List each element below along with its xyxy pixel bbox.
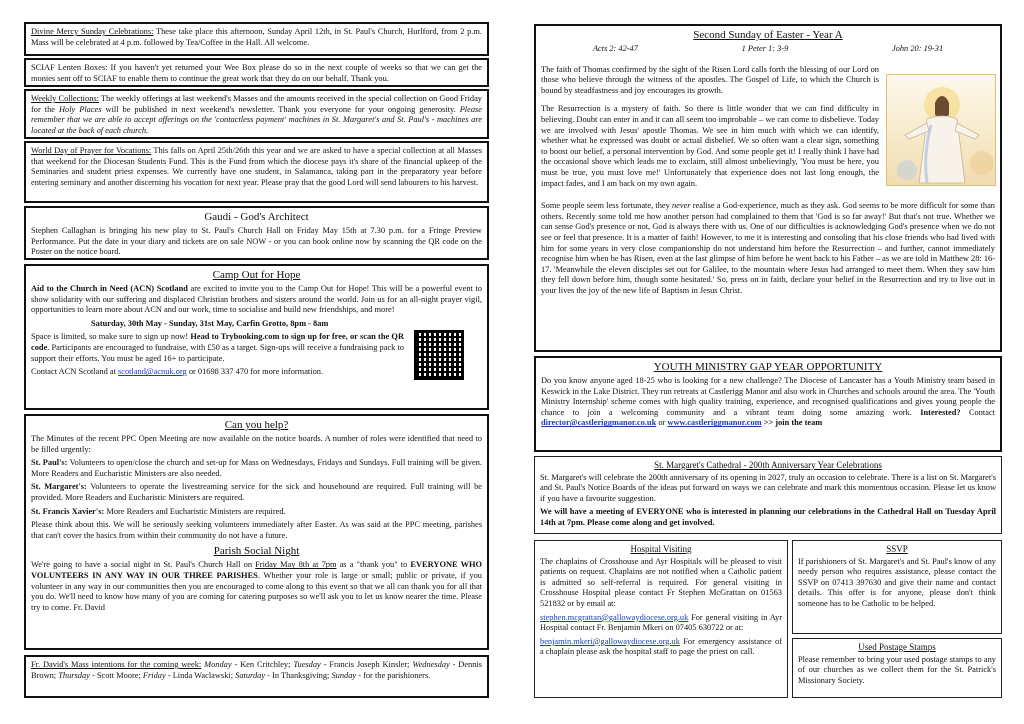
mass-intentions-title: Fr. David's Mass intentions for the coming week: <box>31 660 202 669</box>
sciaf-text: SCIAF Lenten Boxes: If you haven't yet returned your Wee Box please do so in the next couple of weeks so that we can get the monies sent off to SCIAF to enable them to continue the great work that they do on our behalf. Thank you. <box>31 63 482 83</box>
mass-tuesday-label: Tuesday <box>293 660 321 669</box>
hospital-title: Hospital Visiting <box>630 544 692 554</box>
easter-p3-never: never <box>671 201 691 211</box>
social-text1: We're going to have a social night in St. Paul's Church Hall on <box>31 560 256 570</box>
help-pauls-text: Volunteers to open/close the church and set-up for Mass on Wednesdays, Fridays and Sundays. Full training will be given. More Readers and Eucharistic Ministers are also needed. <box>31 458 482 478</box>
youth-email-link[interactable]: director@castleriggmanor.co.uk <box>541 418 657 428</box>
readings-row <box>541 44 995 55</box>
social-night-title: Parish Social Night <box>213 545 300 558</box>
camp-out-space2: . Participants are encouraged to fundraise, with £50 as a target. Sign-ups will receive a fundraising pack to support their efforts. You must be aged 16+ to participate. <box>31 342 404 363</box>
camp-out-acn: Aid to the Church in Need (ACN) Scotland <box>31 284 188 293</box>
camp-out-dates: Saturday, 30th May - Sunday, 31st May, Carfin Grotto, 8pm - 8am <box>91 318 329 328</box>
ssvp-title: SSVP <box>886 544 908 554</box>
divine-mercy-text: These take place this afternoon, Sunday April 12th, in St. Paul's Church, Hurlford, from 2 p.m. Mass will be celebrated at 4 p.m. followed by Tea/Coffee in the Hall. All welcome. <box>31 27 482 47</box>
mass-wednesday: - Dennis Brown; <box>31 660 483 680</box>
can-you-help-intro: The Minutes of the recent PPC Open Meeting are now available on the notice boards. A number of roles were identified that need to be filled urgently: <box>31 434 482 454</box>
divine-mercy-title: Divine Mercy Sunday Celebrations: <box>31 27 154 36</box>
right-page <box>512 0 1024 724</box>
risen-christ-icon <box>887 75 996 186</box>
youth-join: >> join the team <box>761 418 823 428</box>
mass-monday-label: Monday <box>204 660 232 669</box>
youth-ministry-notice <box>534 356 1002 452</box>
camp-out-email-link[interactable]: scotland@acnuk.org <box>118 367 187 377</box>
collections-title: Weekly Collections: <box>31 94 99 103</box>
cathedral-bold: We will have a meeting of EVERYONE who is interested in planning our celebrations in the Cathedral Hall on Tuesday April 14th at 7pm. Please come along and get involved. <box>540 507 996 527</box>
hospital-text2: For general visiting in Ayr Hospital contact Fr. Benjamin Mkeri on 07405 630722 or at: <box>540 612 782 633</box>
youth-interested: Interested? <box>920 407 961 417</box>
easter-p1: The faith of Thomas confirmed by the sight of the Risen Lord calls forth the blessing of our Lord on those who believe through the witness of the apostles. The Gospel of Life, to which the Church is bound by steadfastness and joy encourages its growth. <box>541 64 879 95</box>
collections-italic-note: Please remember that we are able to accept offerings on the 'contactless payment' machines in St. Margaret's and St. Paul's - machines are located at the back of each church. <box>31 104 483 135</box>
mass-sunday: - for the parishioners. <box>356 670 431 680</box>
social-text3: . Whether your role is large or small; public or private, if you volunteer in any way in our communities then you are encouraged to come along to this event so that we all can thank you for all that you do. We'll need to know how many of you are coming for catering purposes so we'll ask you to let us know nearer the time. Please try to come. Fr. David <box>31 570 482 612</box>
weekly-collections-notice <box>24 89 489 139</box>
risen-christ-image <box>886 74 996 186</box>
reading-peter: 1 Peter 1: 3-9 <box>741 44 789 53</box>
social-text2: as a "thank you" to <box>336 560 411 570</box>
mass-sunday-label: Sunday <box>331 670 357 680</box>
divine-mercy-notice <box>24 22 489 56</box>
sciaf-notice <box>24 58 489 87</box>
help-xaviers-text: More Readers and Eucharistic Ministers are required. <box>104 506 286 516</box>
hospital-text3: For emergency assistance of a chaplain please ask the hospital staff to page the priest on call. <box>540 636 782 657</box>
qr-code-icon[interactable] <box>414 330 464 380</box>
reading-acts: Acts 2: 42-47 <box>592 44 638 53</box>
camp-out-notice <box>24 264 489 410</box>
easter-reflection <box>534 24 1002 352</box>
camp-out-space-bold: Head to Trybooking.com to sign up for free, or scan the QR code <box>31 332 404 352</box>
mass-wednesday-label: Wednesday <box>412 660 450 669</box>
cathedral-title: St. Margaret's Cathedral - 200th Anniversary Year Celebrations <box>654 460 882 470</box>
mass-tuesday: - Francis Joseph Kinsler; <box>320 660 413 669</box>
cathedral-text: St. Margaret's will celebrate the 200th anniversary of its opening in 2027, truly an occasion to celebrate. There is a list on St. Margaret's and St. Paul's Notice Boards of the ideas put forward on ways we can celebrate and mark this momentous occasion. Please let us know if you have a favourite suggestion. <box>540 472 996 503</box>
camp-out-contact2: or 01698 337 470 for more information. <box>186 367 324 377</box>
mass-saturday-label: Saturday <box>235 670 266 680</box>
youth-contact: Contact <box>960 407 995 417</box>
youth-text: Do you know anyone aged 18-25 who is looking for a new challenge? The Diocese of Lancaster has a Youth Ministry team based in Keswick in the Lake District. They run retreats at Castlerigg Manor and also work in Churches and schools around the area. The 'Youth Ministry Internship' scheme comes with high quality training, experience, and recognised qualifications and gives young people the chance to join a welcoming community and a vibrant team doing some amazing work. <box>541 376 995 417</box>
hospital-text1: The chaplains of Crosshouse and Ayr Hospitals will be pleased to visit patients on request. Chaplains are not notified when a Catholic patient is admitted so self-referral is required. For general visiting in Crosshouse Hospital please contact Fr Stephen McGrattan on 01563 521832 or by email at: <box>540 556 782 608</box>
gaudi-text: Stephen Callaghan is bringing his new play to St. Paul's Church Hall on Friday May 15th at 7.30 p.m. for a Fringe Preview Performance. Put the date in your diary and tickets are on sale NOW - or you can book online now by scanning the QR code on the Poster on the notice board. <box>31 226 482 257</box>
collections-text1: The weekly offerings at last weekend's Masses and the amounts received in the special collection on Good Friday for the <box>31 94 482 114</box>
youth-or: or <box>656 418 668 428</box>
easter-p3b: realise a God-experience, much as they ask. God seems to be more difficult for some than others. Recently some told me how another person had complained to them that 'God is so far away!' But that's not true. Whether we can sense God's presence or not, God is always there with us. One of our difficulties is acknowledging God's presence when we do not see or feel that presence. It is a matter of faith! However, to me it is interesting and consoling that his close friends who had lived with him for some years in very close companionship do not understand him before the Resurrection – and further, cannot immediately recognise him when he has Risen, even at the last glimpse of him before he went back to his Father – as we are told in Matthew 28: 16-17. 'Meanwhile the eleven disciples set out for Galilee, to the mountain where Jesus had arranged to meet them. When they saw him they fell down before him, though some hesitated.' So, press on in faith, declare your belief in the Resurrection and try to live out in your lives the joy of the new life of Baptism in Jesus Christ. <box>541 201 995 295</box>
stamps-notice <box>792 638 1002 698</box>
ssvp-text: If parishioners of St. Margaret's and St. Paul's know of any needy person who requires assistance, please contact the SSVP on 07413 397630 and give their name and contact details. This offer is for anyone, please don't think someone has to be Catholic to be helped. <box>798 556 996 608</box>
stamps-text: Please remember to bring your used postage stamps to any of our churches as we collect them for the St. Patrick's Missionary Society. <box>798 654 996 685</box>
help-xaviers-label: St. Francis Xavier's: <box>31 506 105 516</box>
hospital-email1-link[interactable]: stephen.mcgrattan@gallowaydiocese.org.uk <box>540 612 689 622</box>
reading-john: John 20: 19-31 <box>891 44 944 53</box>
easter-p3a: Some people seem less fortunate, they <box>541 201 672 211</box>
stamps-title: Used Postage Stamps <box>858 642 936 652</box>
mass-friday-label: Friday <box>142 670 166 680</box>
camp-out-contact1: Contact ACN Scotland at <box>31 367 118 377</box>
camp-out-space1: Space is limited, so make sure to sign up now! <box>31 332 191 342</box>
youth-title: YOUTH MINISTRY GAP YEAR OPPORTUNITY <box>653 361 883 373</box>
collections-holy-places: Holy Places <box>58 104 102 114</box>
social-bold: EVERYONE WHO VOLUNTEERS IN ANY WAY IN OUR THREE PARISHES <box>31 560 482 580</box>
social-date: Friday May 8th at 7pm <box>255 560 337 570</box>
mass-monday: - Ken Critchley; <box>231 660 294 669</box>
help-margarets-text: Volunteers to operate the livestreaming service for the sick and housebound are required. Full training will be provided. More Readers and Eucharistic Ministers are required. <box>31 482 483 502</box>
help-pauls-label: St. Paul's: <box>31 458 68 468</box>
can-you-help-title: Can you help? <box>224 419 289 431</box>
gaudi-notice <box>24 206 489 260</box>
hospital-email2-link[interactable]: benjamin.mkeri@gallowaydiocese.org.uk <box>540 636 680 646</box>
help-and-social-notice <box>24 414 489 650</box>
camp-out-intro: are excited to invite you to the Camp Out for Hope! This will be a powerful event to show solidarity with our suffering and displaced Christian brothers and sisters around the world. Join us for an all-night prayer vigil, opportunities to learn more about ACN and our work, time to socialise and build new friendships, and more! <box>31 284 482 315</box>
vocations-text: This falls on April 25th/26th this year and we are asked to have a special collection at all Masses that weekend for the Diocesan Students Fund. This is the Fund from which the diocese pays it's share of the financial upkeep of the Seminaries and student priest expenses. We currently have one student, in Salamanca, taking part in the preparatory year before entering seminary and another discerning his vocation for next year. Please pray that the good Lord will send labourers to his harvest. <box>31 146 482 187</box>
hospital-visiting-notice <box>534 540 788 698</box>
cathedral-notice <box>534 456 1002 534</box>
mass-friday: - Linda Waclawski; <box>165 670 236 680</box>
mass-thursday: - Scott Moore; <box>89 670 143 680</box>
camp-out-title: Camp Out for Hope <box>212 269 301 281</box>
easter-p2: The Resurrection is a mystery of faith. So there is little wonder that we can find difficulty in believing. Doubt can enter in and it can all seem too improbable – we can come to disbelieve. Today we are involved with Jesus' apostle Thomas. We see in him much with which we can identify, whether what he expressed was doubt or actual disbelief. We so often want a clear sign, something to boost our belief, a personal intervention by God. And some people get it! I really think I have had the occasional shove which leads me to exclaim, still almost unbelievingly, 'You must be here, you must be true, you must love me!' Unfortunately that experience does not last long enough, the impact fades, and I am back on my own again. <box>541 104 879 188</box>
vocations-notice <box>24 141 489 203</box>
easter-title: Second Sunday of Easter - Year A <box>693 29 843 41</box>
mass-saturday: - In Thanksgiving; <box>265 670 332 680</box>
youth-website-link[interactable]: www.castleriggmanor.com <box>667 418 762 428</box>
mass-thursday-label: Thursday <box>58 670 90 680</box>
collections-text2: will be published in next weekend's newsletter. Thank you everyone for your ongoing generosity. <box>101 104 460 114</box>
ssvp-notice <box>792 540 1002 634</box>
vocations-title: World Day of Prayer for Vocations: <box>31 146 152 155</box>
mass-intentions-notice <box>24 655 489 698</box>
gaudi-title: Gaudi - God's Architect <box>204 211 309 223</box>
help-closing: Please think about this. We will be seriously seeking volunteers immediately after Easter. As was said at the PPC meeting, parishes that can't cover the basics from within their community do not have a future. <box>31 520 482 540</box>
help-margarets-label: St. Margaret's: <box>31 482 87 492</box>
